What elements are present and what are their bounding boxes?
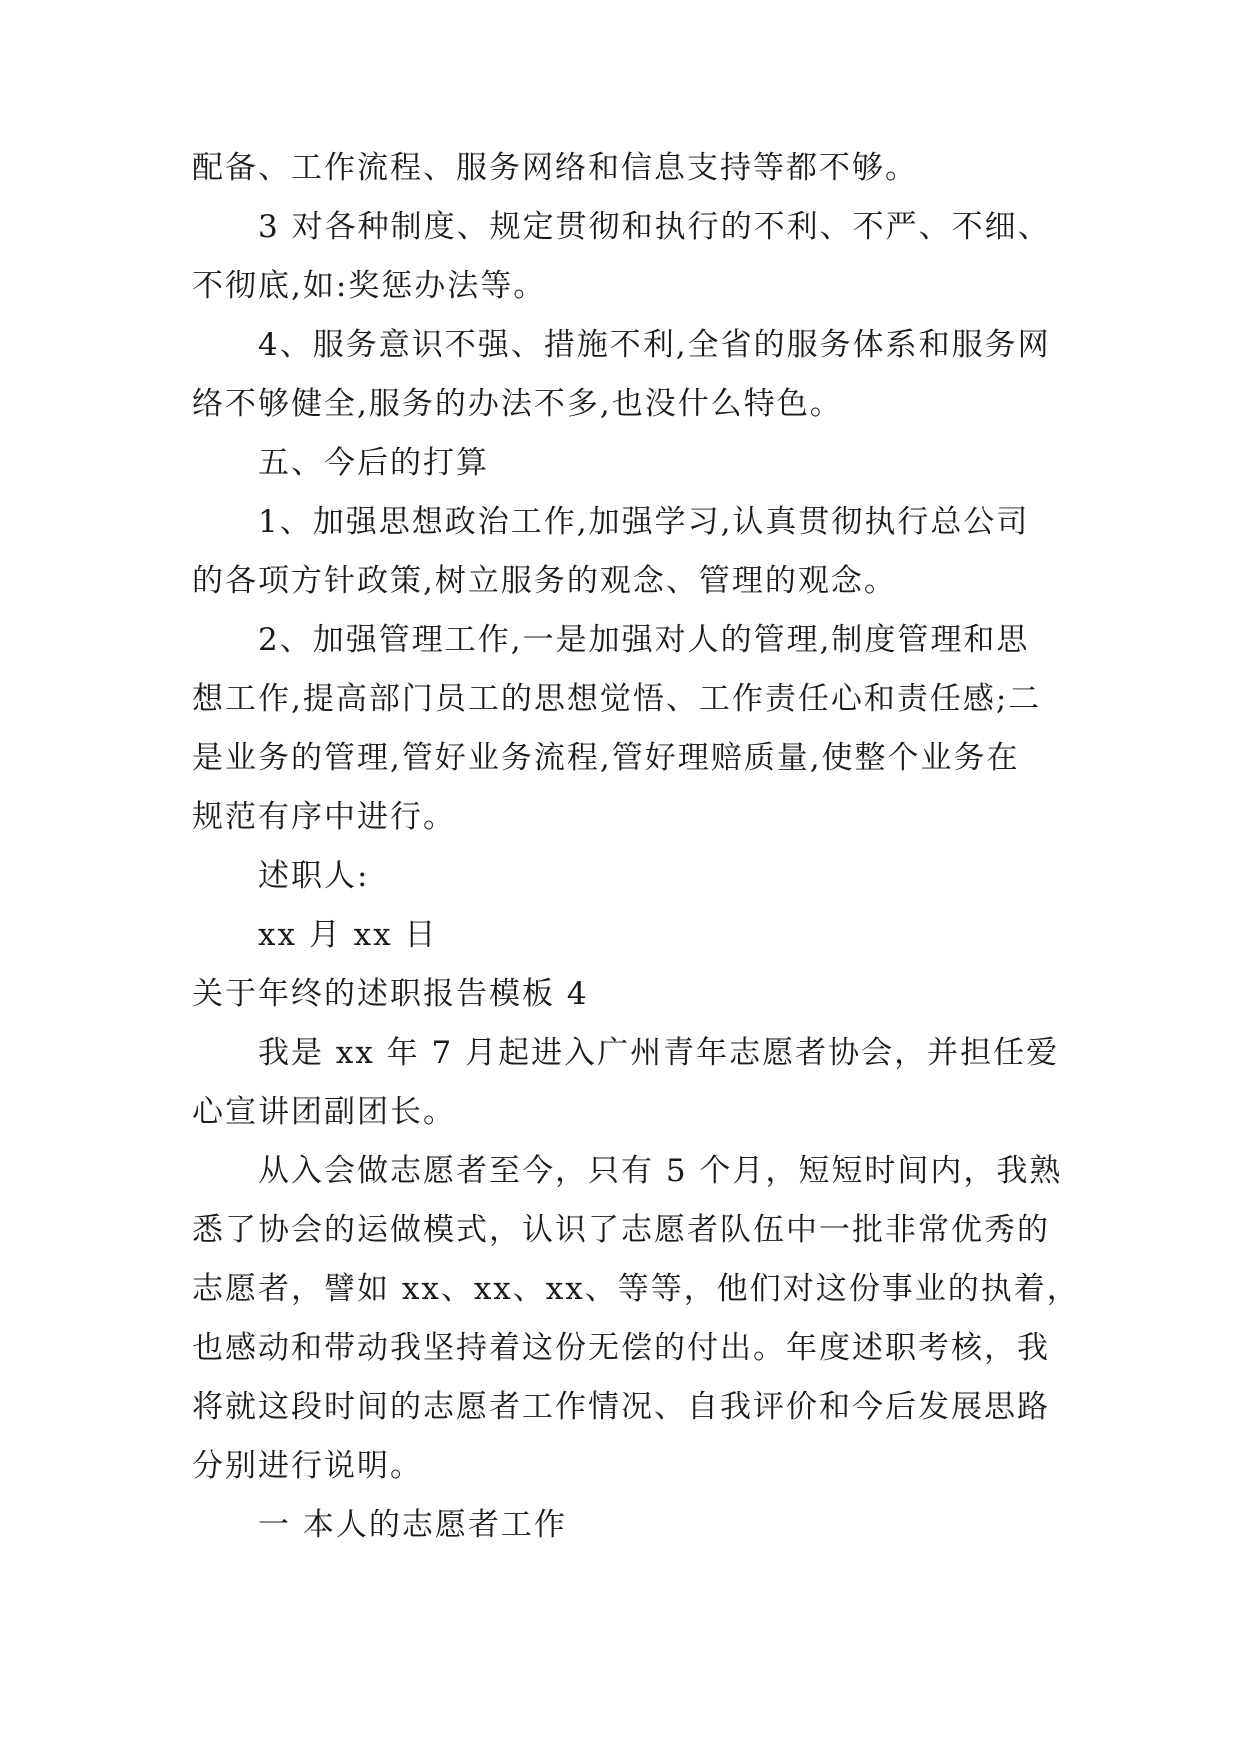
paragraph-line: 心宣讲团副团长。 [192,1094,456,1130]
signature-label: 述职人: [258,858,370,894]
paragraph-line: 悉了协会的运做模式，认识了志愿者队伍中一批非常优秀的 [192,1212,1050,1248]
paragraph-line: 络不够健全,服务的办法不多,也没什么特色。 [192,386,843,422]
paragraph-line: 的各项方针政策,树立服务的观念、管理的观念。 [192,563,897,599]
paragraph-line: 想工作,提高部门员工的思想觉悟、工作责任心和责任感;二 [192,681,1042,717]
paragraph-line: 2、加强管理工作,一是加强对人的管理,制度管理和思 [258,622,1030,658]
paragraph-line: 志愿者，譬如 xx、xx、xx、等等，他们对这份事业的执着， [192,1271,1080,1307]
paragraph-line: 将就这段时间的志愿者工作情况、自我评价和今后发展思路 [192,1389,1050,1425]
paragraph-line: 分别进行说明。 [192,1448,423,1484]
paragraph-line: 我是 xx 年 7 月起进入广州青年志愿者协会，并担任爱 [258,1035,1060,1071]
section-heading: 一 本人的志愿者工作 [258,1507,567,1543]
date-line: xx 月 xx 日 [258,917,438,953]
document-title: 关于年终的述职报告模板 4 [192,976,589,1012]
paragraph-line: 从入会做志愿者至今，只有 5 个月，短短时间内，我熟 [258,1153,1063,1189]
paragraph-line: 1、加强思想政治工作,加强学习,认真贯彻执行总公司 [258,504,1030,540]
paragraph-line: 也感动和带动我坚持着这份无偿的付出。年度述职考核，我 [192,1330,1050,1366]
paragraph-line: 4、服务意识不强、措施不利,全省的服务体系和服务网 [258,327,1051,363]
paragraph-line: 配备、工作流程、服务网络和信息支持等都不够。 [192,150,918,186]
paragraph-line: 3 对各种制度、规定贯彻和执行的不利、不严、不细、 [258,209,1051,245]
paragraph-line: 规范有序中进行。 [192,799,456,835]
paragraph-line: 不彻底,如:奖惩办法等。 [192,268,547,304]
paragraph-line: 是业务的管理,管好业务流程,管好理赔质量,使整个业务在 [192,740,1020,776]
section-heading: 五、今后的打算 [258,445,489,481]
